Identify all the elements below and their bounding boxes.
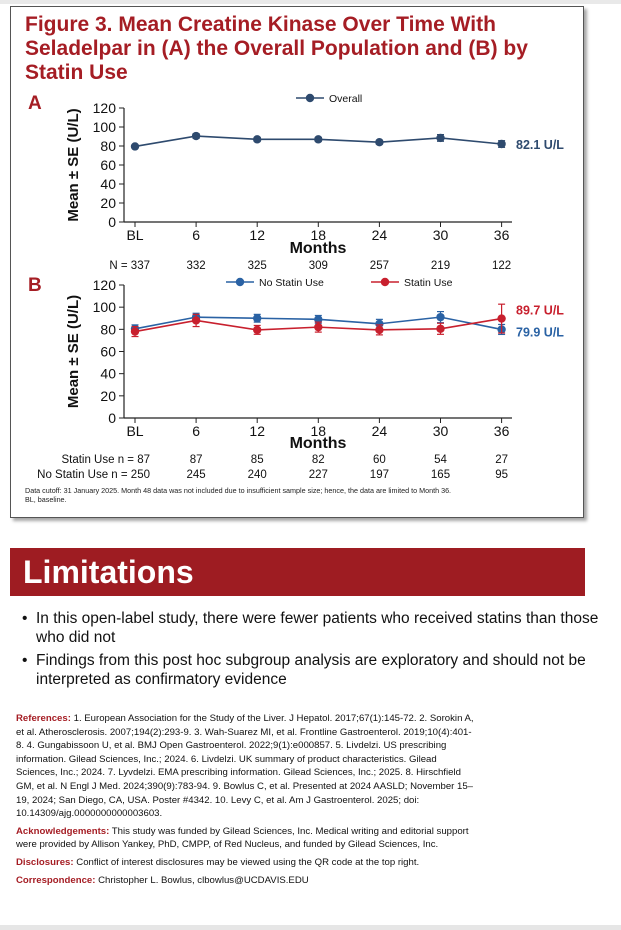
limitation-item — [22, 651, 602, 689]
correspondence — [16, 874, 476, 888]
x-tick-label: 6 — [192, 227, 200, 243]
data-point — [253, 314, 261, 322]
y-axis-title: Mean ± SE (U/L) — [65, 108, 82, 222]
data-point — [436, 134, 444, 142]
acknowledgements-label: Acknowledgements: — [16, 825, 110, 837]
limitation-item — [22, 609, 602, 647]
n-row-label: No Statin Use n = 250 — [37, 469, 150, 481]
n-value: 60 — [373, 454, 386, 466]
data-point — [131, 142, 139, 150]
data-point — [497, 314, 505, 322]
x-tick-label: 24 — [371, 423, 388, 439]
limitation-text: In this open-label study, there were fewer patients who received statins than those who did not — [36, 610, 599, 646]
end-value-label: 79.9 U/L — [516, 325, 564, 340]
end-value-label: 82.1 U/L — [516, 138, 564, 153]
n-value: 257 — [369, 260, 389, 272]
data-point — [192, 132, 200, 140]
x-tick-label: 18 — [310, 423, 327, 439]
y-tick-label: 20 — [100, 387, 116, 404]
data-point — [314, 323, 322, 331]
x-tick-label: 18 — [310, 227, 327, 243]
y-tick-label: 0 — [108, 410, 116, 426]
data-point — [192, 316, 200, 324]
legend-swatch-marker — [381, 278, 389, 286]
correspondence-text: Christopher L. Bowlus, clbowlus@UCDAVIS.EDU — [98, 874, 309, 886]
n-value: 240 — [247, 469, 267, 481]
y-tick-label: 120 — [92, 277, 116, 293]
legend-swatch-marker — [306, 94, 314, 102]
x-tick-label: 36 — [493, 423, 510, 439]
x-axis-title: Months — [289, 435, 347, 452]
y-tick-label: 0 — [108, 214, 116, 230]
x-tick-label: 6 — [192, 423, 200, 439]
n-value: 122 — [492, 260, 512, 272]
limitations-list — [22, 609, 602, 693]
legend-label: No Statin Use — [259, 277, 324, 289]
data-point — [436, 313, 444, 321]
legend-label: Statin Use — [404, 277, 453, 289]
n-value: 27 — [495, 454, 508, 466]
data-point — [497, 140, 505, 148]
x-tick-label: BL — [126, 423, 144, 439]
abbreviation-note: BL, baseline. — [25, 495, 67, 504]
end-value-label: 89.7 U/L — [516, 303, 564, 318]
n-value: 95 — [495, 469, 508, 481]
x-axis-title: Months — [289, 240, 347, 257]
cutoff-note: Data cutoff: 31 January 2025. Month 48 data was not included due to insufficient sample size; hence, the data are limited to Month 36. — [25, 486, 452, 495]
panel-label: B — [28, 275, 42, 296]
figure-title: Figure 3. Mean Creatine Kinase Over Time With Seladelpar in (A) the Overall Population and (B) by Statin Use — [25, 13, 528, 84]
data-point — [375, 138, 383, 146]
y-tick-label: 80 — [100, 138, 116, 154]
limitations-title: Limitations — [23, 554, 194, 590]
y-tick-label: 40 — [100, 176, 116, 192]
n-value: 197 — [369, 469, 389, 481]
n-value: 219 — [430, 260, 451, 272]
data-point — [314, 135, 322, 143]
disclosures-text: Conflict of interest disclosures may be viewed using the QR code at the top right. — [76, 856, 420, 868]
x-tick-label: 12 — [249, 423, 265, 439]
bullet-dot-icon: • — [22, 610, 28, 627]
references-text: 1. European Association for the Study of the Liver. J Hepatol. 2017;67(1):145-72. 2. Sorokin A, et al. Atherosclerosis. 2007;194(2):293-9. 3. Wah-Suarez MI, et al. Frontline Gastroenterol. 2019;10(4):401-8. 4. Gungabissoon U, et al. BMJ Open Gastroenterol. 2022;9(1):e000857. 5. Livdelzi. US prescribing information. Gilead Sciences, Inc.; 2024. 6. Livdelzi. UK summary of product characteristics. Gilead Sciences, Inc.; 2024. 7. Lyvdelzi. EMA prescribing information. Gilead Sciences, Inc.; 2025. 8. Hirschfield GM, et al. N Engl J Med. 2024;390(9):783-94. 9. Bowlus C, et al. Presented at 2024 AASLD; November 15–19, 2024; San Diego, CA, USA. Poster #4342. 10. Levy C, et al. Am J Gastroenterol. 2025; doi: 10.14309/ajg.0000000000003603. — [16, 713, 474, 820]
y-tick-label: 20 — [100, 195, 116, 211]
footer-notes — [16, 712, 476, 891]
disclosures-label: Disclosures: — [16, 856, 74, 868]
x-tick-label: BL — [126, 227, 144, 243]
acknowledgements-text: This study was funded by Gilead Sciences, Inc. Medical writing and editorial support were provided by Allison Yankey, PhD, CMPP, of Red Nucleus, and funded by Gilead Sciences, Inc. — [16, 825, 469, 851]
panel-label: A — [28, 93, 42, 114]
y-axis-title: Mean ± SE (U/L) — [65, 294, 82, 409]
n-value: 325 — [247, 260, 267, 272]
data-point — [253, 326, 261, 334]
n-value: 227 — [308, 469, 328, 481]
n-value: 87 — [189, 454, 203, 466]
y-tick-label: 100 — [92, 299, 116, 316]
data-point — [131, 327, 139, 335]
y-tick-label: 60 — [100, 157, 116, 173]
data-point — [253, 135, 261, 143]
legend-label: Overall — [329, 93, 363, 105]
x-tick-label: 30 — [432, 423, 449, 439]
references-label: References: — [16, 713, 71, 724]
correspondence-label: Correspondence: — [16, 874, 96, 886]
n-row-label: Statin Use n = 87 — [61, 454, 150, 466]
data-point — [375, 326, 383, 334]
references — [16, 712, 476, 821]
x-tick-label: 12 — [249, 227, 265, 243]
limitations-banner — [10, 548, 585, 596]
y-tick-label: 60 — [100, 343, 116, 360]
n-value: 54 — [434, 454, 447, 466]
n-value: 82 — [311, 454, 325, 466]
y-tick-label: 80 — [100, 321, 116, 338]
y-tick-label: 100 — [92, 119, 116, 135]
bullet-dot-icon: • — [22, 652, 28, 669]
x-tick-label: 36 — [493, 227, 510, 243]
x-tick-label: 30 — [432, 227, 449, 243]
disclosures — [16, 856, 476, 870]
n-value: 165 — [430, 469, 451, 481]
x-tick-label: 24 — [371, 227, 388, 243]
bottom-rule — [0, 925, 621, 930]
y-tick-label: 40 — [100, 365, 116, 382]
n-value: 85 — [250, 454, 264, 466]
n-value: 309 — [308, 260, 328, 272]
acknowledgements — [16, 825, 476, 852]
data-point — [436, 325, 444, 333]
n-row-label: N = 337 — [109, 260, 150, 272]
n-value: 332 — [186, 260, 206, 272]
y-tick-label: 120 — [92, 100, 116, 116]
n-value: 245 — [186, 469, 206, 481]
legend-swatch-marker — [236, 278, 244, 286]
limitation-text: Findings from this post hoc subgroup analysis are exploratory and should not be interpreted as confirmatory evidence — [36, 652, 586, 688]
